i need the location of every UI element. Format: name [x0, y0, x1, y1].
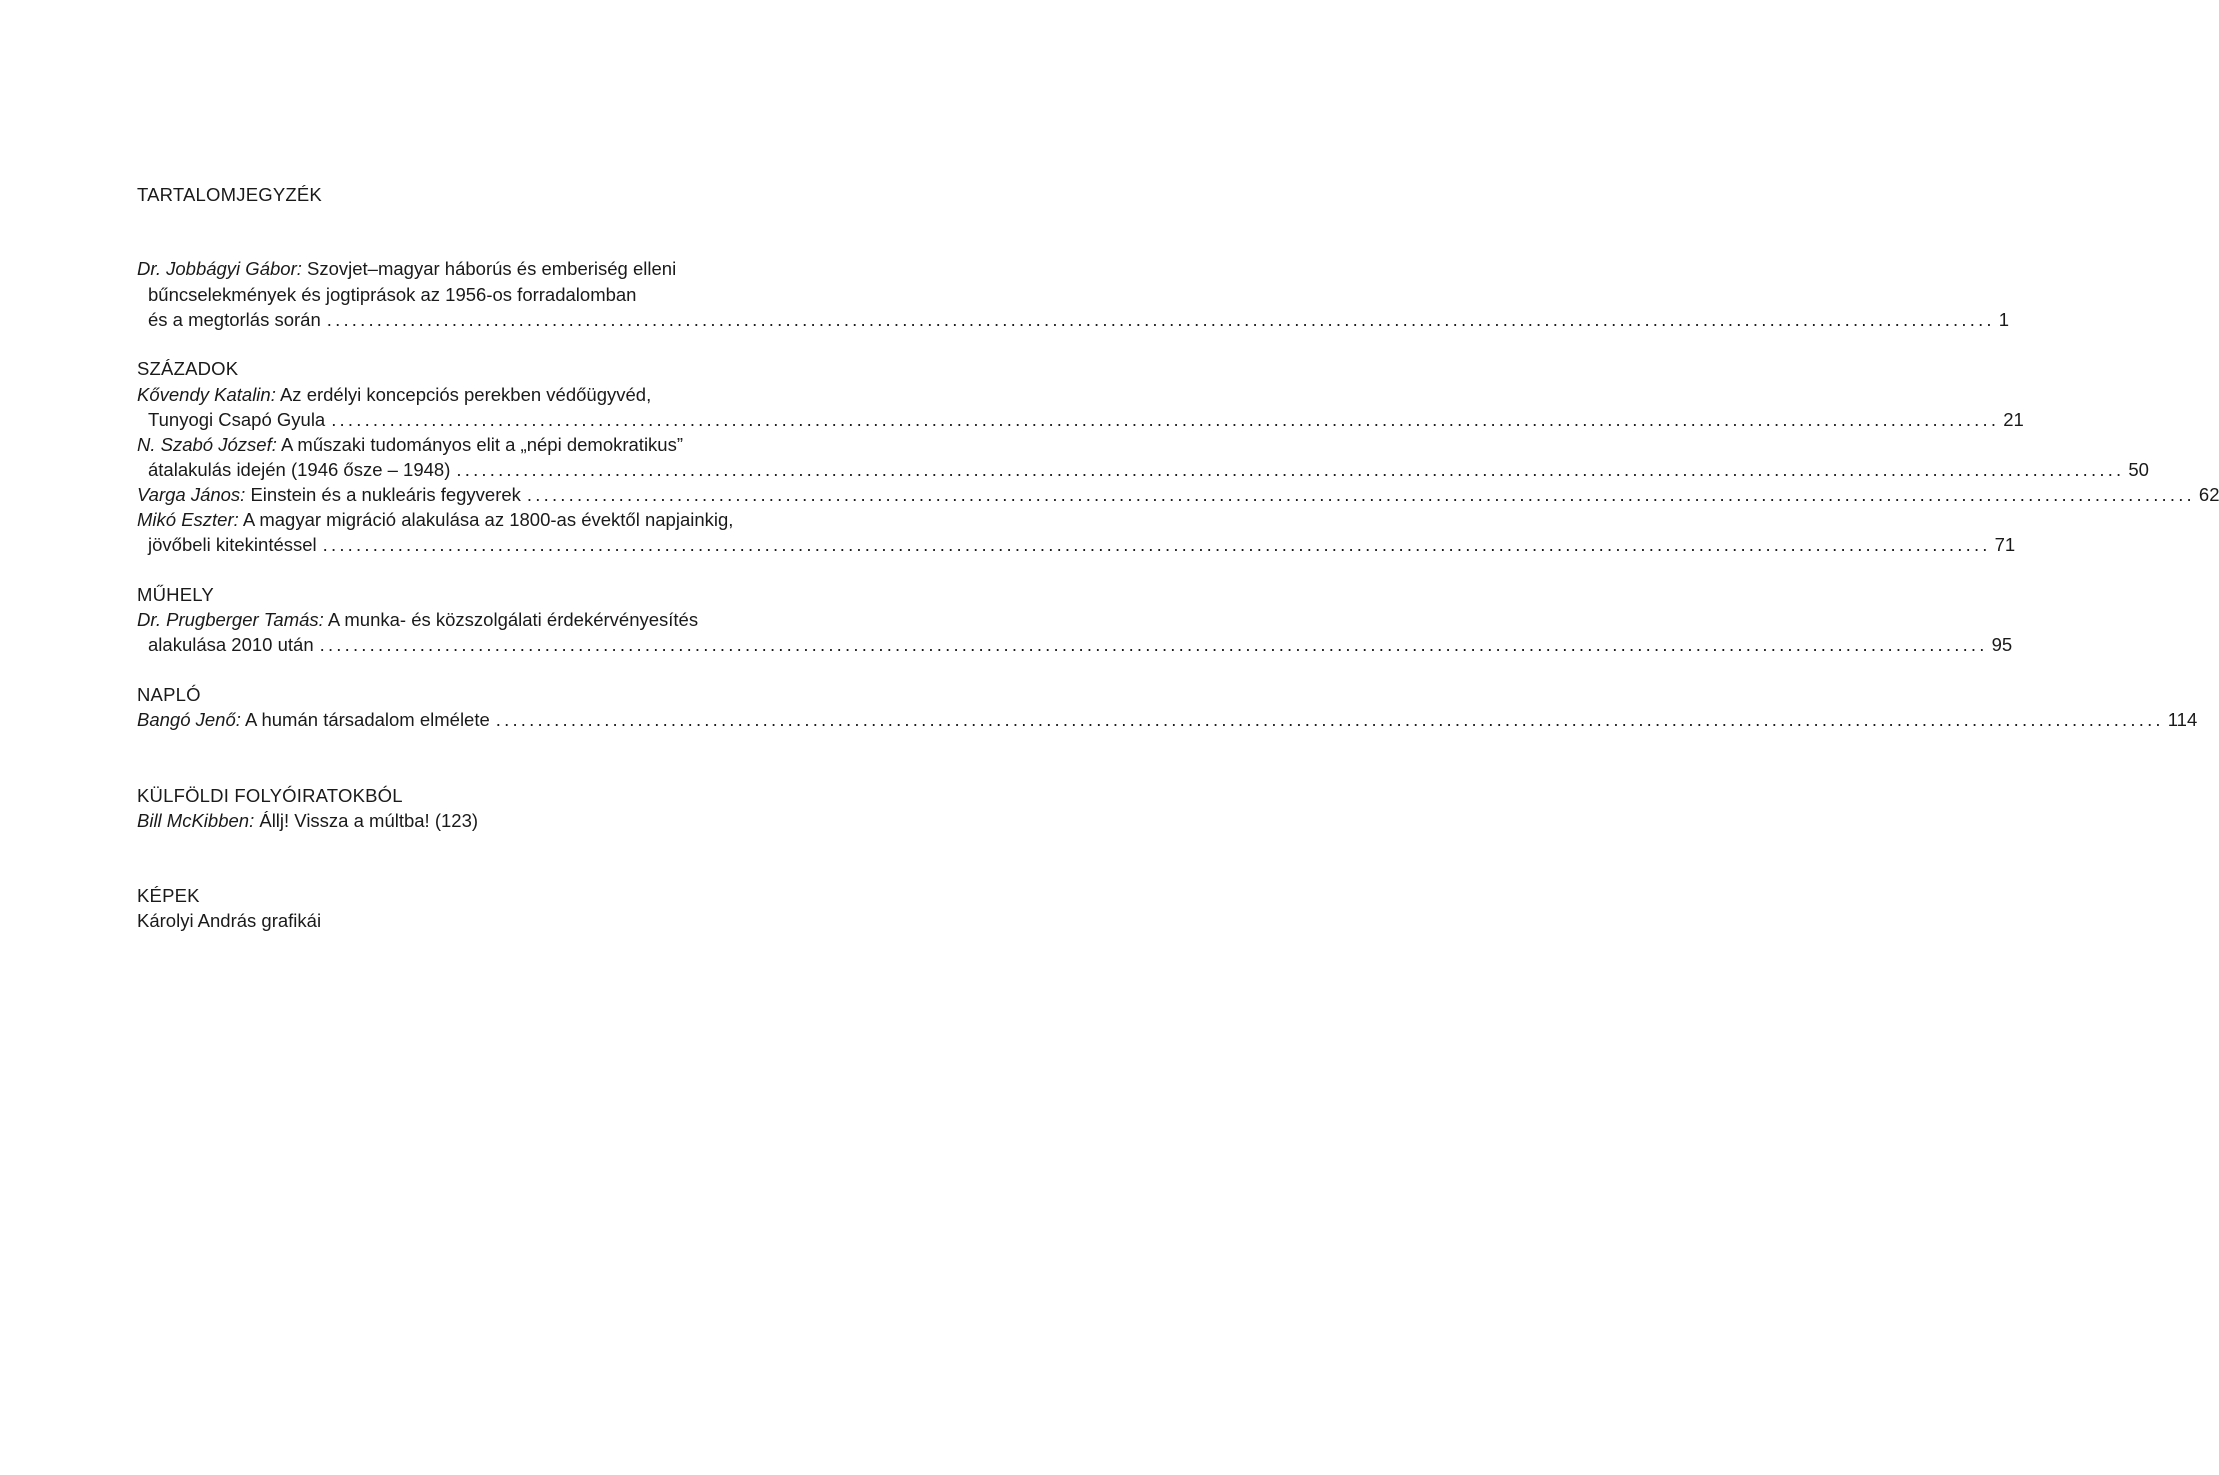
- toc-entry-line: [148, 284, 879, 310]
- dot-leader: ........................................................................................................................................................................................................: [331, 409, 2000, 430]
- page-number: 1: [1998, 309, 2010, 330]
- entry-title: Az erdélyi koncepciós perekben védőügyvéd,: [275, 384, 652, 405]
- entry-title: Einstein és a nukleáris fegyverek: [245, 484, 521, 505]
- entry-title: A humán társadalom elmélete: [240, 709, 490, 730]
- page-number: 62: [2198, 484, 2219, 505]
- toc-entry-line: [137, 810, 879, 836]
- page-number: 71: [1994, 534, 2016, 555]
- entry-title: Tunyogi Csapó Gyula: [148, 409, 326, 430]
- entry-author: Kővendy Katalin:: [137, 384, 276, 405]
- table-of-contents: [137, 0, 2219, 1475]
- page-number: 50: [2128, 459, 2149, 480]
- section-heading: SZÁZADOK: [137, 358, 239, 379]
- entry-author: Bangó Jenő:: [137, 709, 241, 730]
- section-heading: KÉPEK: [137, 885, 200, 906]
- toc-entry-line: [148, 534, 2016, 560]
- entry-title: A munka- és közszolgálati érdekérvényesítés: [323, 609, 699, 630]
- toc-entry-line: [137, 910, 879, 936]
- entry-author: Varga János:: [137, 484, 246, 505]
- entry-author: Dr. Jobbágyi Gábor:: [137, 258, 302, 279]
- entry-title: és a megtorlás során: [148, 309, 321, 330]
- entry-author: Bill McKibben:: [137, 810, 255, 831]
- entry-title: Állj! Vissza a múltba! (123): [254, 810, 479, 831]
- entry-title: jövőbeli kitekintéssel: [148, 534, 317, 555]
- dot-leader: ........................................................................................................................................................................................................: [326, 309, 1995, 330]
- toc-entry-line: [137, 609, 879, 635]
- page-number: 21: [2003, 409, 2024, 430]
- dot-leader: ........................................................................................................................................................................................................: [495, 709, 2164, 730]
- toc-title: TARTALOMJEGYZÉK: [137, 184, 322, 205]
- toc-entry-line: [137, 709, 2198, 735]
- dot-leader: ........................................................................................................................................................................................................: [322, 534, 1991, 555]
- page-number: 95: [1991, 634, 2013, 655]
- entry-title: Szovjet–magyar háborús és emberiség elleni: [301, 258, 677, 279]
- entry-title: A magyar migráció alakulása az 1800-as évektől napjainkig,: [238, 509, 734, 530]
- entry-title: bűncselekmények és jogtiprások az 1956-os forradalomban: [148, 284, 637, 305]
- entry-title: alakulása 2010 után: [148, 634, 314, 655]
- toc-entry-line: [137, 434, 879, 460]
- toc-entry-line: [137, 484, 2219, 510]
- toc-entry-line: [148, 634, 2013, 660]
- section-heading: KÜLFÖLDI FOLYÓIRATOKBÓL: [137, 785, 403, 806]
- toc-entry-line: [137, 384, 879, 410]
- page-number: 114: [2167, 709, 2198, 730]
- toc-entry-line: [137, 258, 879, 284]
- dot-leader: ........................................................................................................................................................................................................: [319, 634, 1988, 655]
- entry-title: átalakulás idején (1946 ősze – 1948): [148, 459, 451, 480]
- section-heading: NAPLÓ: [137, 684, 201, 705]
- toc-entry-line: [137, 509, 879, 535]
- toc-entry-line: [148, 459, 2149, 485]
- entry-author: N. Szabó József:: [137, 434, 277, 455]
- toc-entry-line: [148, 409, 2024, 435]
- dot-leader: ........................................................................................................................................................................................................: [526, 484, 2195, 505]
- entry-title: A műszaki tudományos elit a „népi demokratikus”: [276, 434, 684, 455]
- section-heading: MŰHELY: [137, 584, 214, 605]
- toc-entry-line: [148, 309, 2010, 335]
- entry-title: Károlyi András grafikái: [137, 910, 322, 931]
- dot-leader: ........................................................................................................................................................................................................: [456, 459, 2125, 480]
- entry-author: Mikó Eszter:: [137, 509, 239, 530]
- entry-author: Dr. Prugberger Tamás:: [137, 609, 324, 630]
